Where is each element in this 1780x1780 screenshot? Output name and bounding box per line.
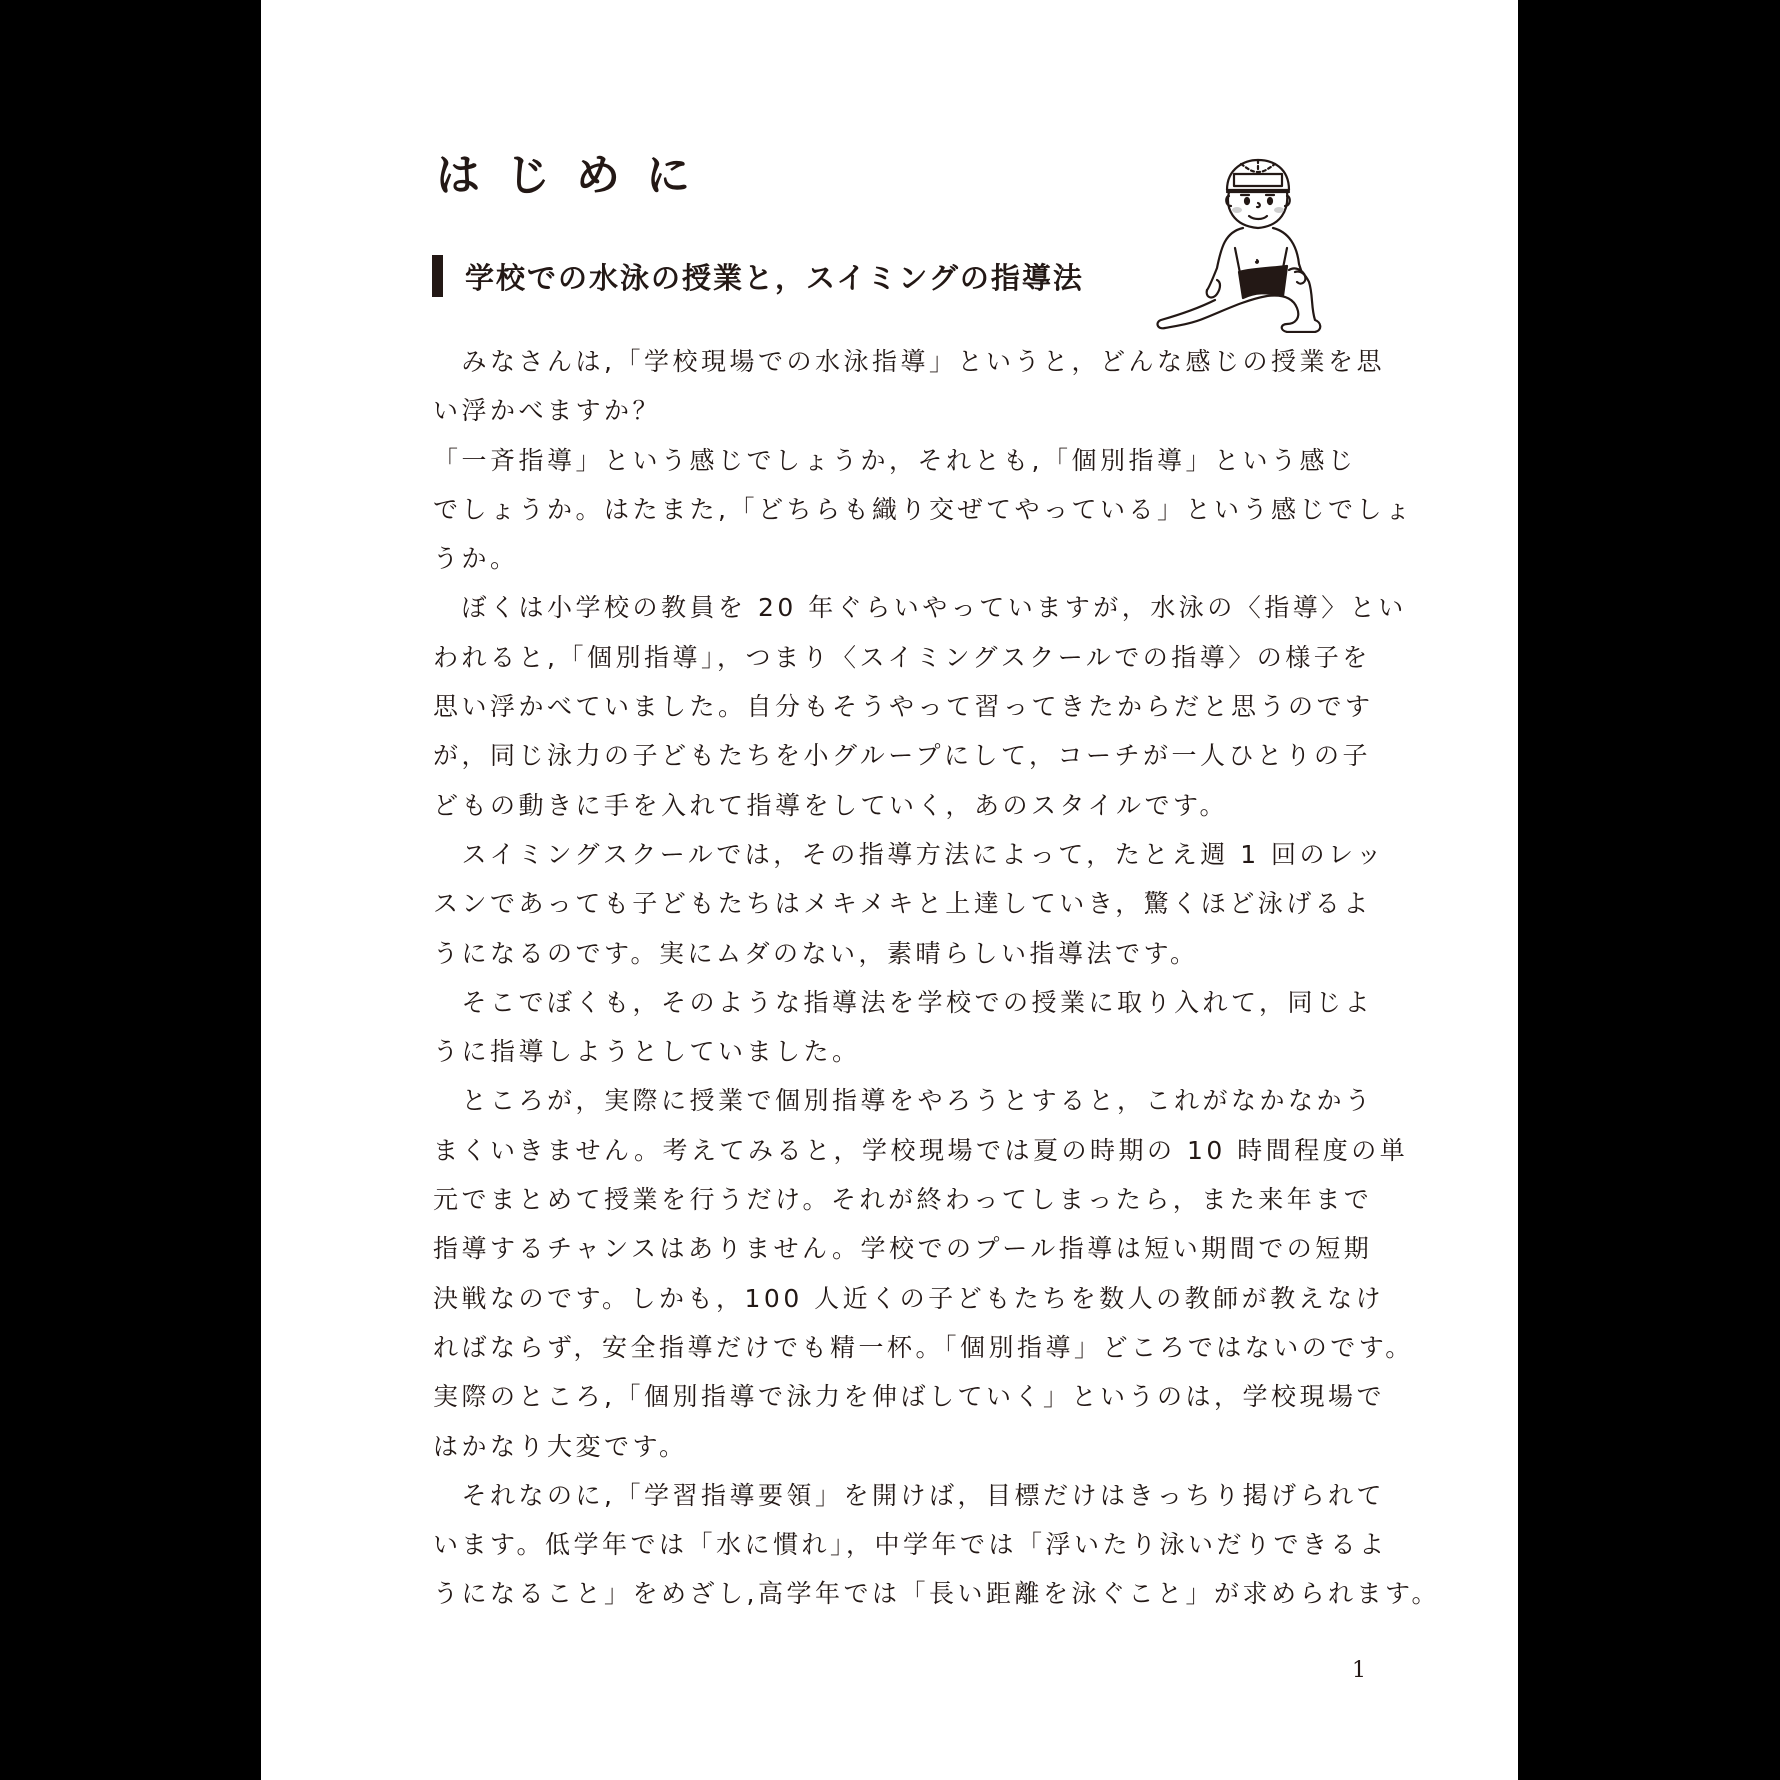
text-line: 「一斉指導」という感じでしょうか，それとも,「個別指導」という感じ bbox=[433, 445, 1357, 475]
boy-swimmer-illustration-icon bbox=[1155, 148, 1340, 333]
text-line: 指導するチャンスはありません。学校でのプール指導は短い期間での短期 bbox=[433, 1234, 1373, 1264]
text-line: 元でまとめて授業を行うだけ。それが終わってしまったら，また来年まで bbox=[433, 1185, 1373, 1215]
heading-bar-marker bbox=[432, 255, 443, 297]
text-line: はかなり大変です。 bbox=[433, 1431, 688, 1461]
text-line: が，同じ泳力の子どもたちを小グループにして，コーチが一人ひとりの子 bbox=[433, 741, 1372, 771]
text-line: 思い浮かべていました。自分もそうやって習ってきたからだと思うのです bbox=[433, 692, 1374, 722]
text-line: ところが，実際に授業で個別指導をやろうとすると，これがなかなかう bbox=[433, 1086, 1374, 1116]
text-line: どもの動きに手を入れて指導をしていく，あのスタイルです。 bbox=[433, 790, 1229, 820]
page-number: 1 bbox=[1352, 1658, 1366, 1683]
text-line: スンであっても子どもたちはメキメキと上達していき，驚くほど泳げるよ bbox=[433, 889, 1372, 919]
chapter-title: はじめに bbox=[436, 150, 716, 201]
text-line: うになるのです。実にムダのない，素晴らしい指導法です。 bbox=[433, 938, 1199, 968]
text-line: うか。 bbox=[433, 544, 519, 574]
text-line: 決戦なのです。しかも，100 人近くの子どもたちを数人の教師が教えなけ bbox=[433, 1283, 1385, 1313]
text-line: うに指導しようとしていました。 bbox=[433, 1037, 861, 1067]
text-line: うになること」をめざし,高学年では「長い距離を泳ぐこと」が求められます。 bbox=[433, 1579, 1440, 1609]
section-heading-text: 学校での水泳の授業と，スイミングの指導法 bbox=[465, 260, 1084, 295]
text-line: ればならず，安全指導だけでも精一杯。「個別指導」どころではないのです。 bbox=[433, 1332, 1414, 1362]
text-line: います。低学年では「水に慣れ」，中学年では「浮いたり泳いだりできるよ bbox=[433, 1530, 1388, 1560]
text-line: でしょうか。はたまた,「どちらも織り交ぜてやっている」という感じでしょ bbox=[433, 494, 1414, 524]
section-heading bbox=[432, 255, 1084, 297]
text-line: みなさんは,「学校現場での水泳指導」というと，どんな感じの授業を思 bbox=[433, 347, 1385, 376]
body-text bbox=[433, 342, 1440, 1624]
text-line: い浮かべますか？ bbox=[433, 396, 662, 426]
text-line: それなのに,「学習指導要領」を開けば，目標だけはきっちり掲げられて bbox=[433, 1480, 1385, 1510]
text-line: そこでぼくも，そのような指導法を学校での授業に取り入れて，同じよ bbox=[433, 987, 1374, 1017]
text-line: われると,「個別指導」，つまり〈スイミングスクールでの指導〉の様子を bbox=[433, 642, 1371, 672]
text-line: スイミングスクールでは，その指導方法によって，たとえ週 1 回のレッ bbox=[433, 839, 1385, 869]
text-line: 実際のところ,「個別指導で泳力を伸ばしていく」というのは，学校現場で bbox=[433, 1382, 1385, 1412]
text-line: まくいきません。考えてみると，学校現場では夏の時期の 10 時間程度の単 bbox=[433, 1135, 1409, 1165]
text-line: ぼくは小学校の教員を 20 年ぐらいやっていますが，水泳の〈指導〉とい bbox=[433, 593, 1407, 623]
